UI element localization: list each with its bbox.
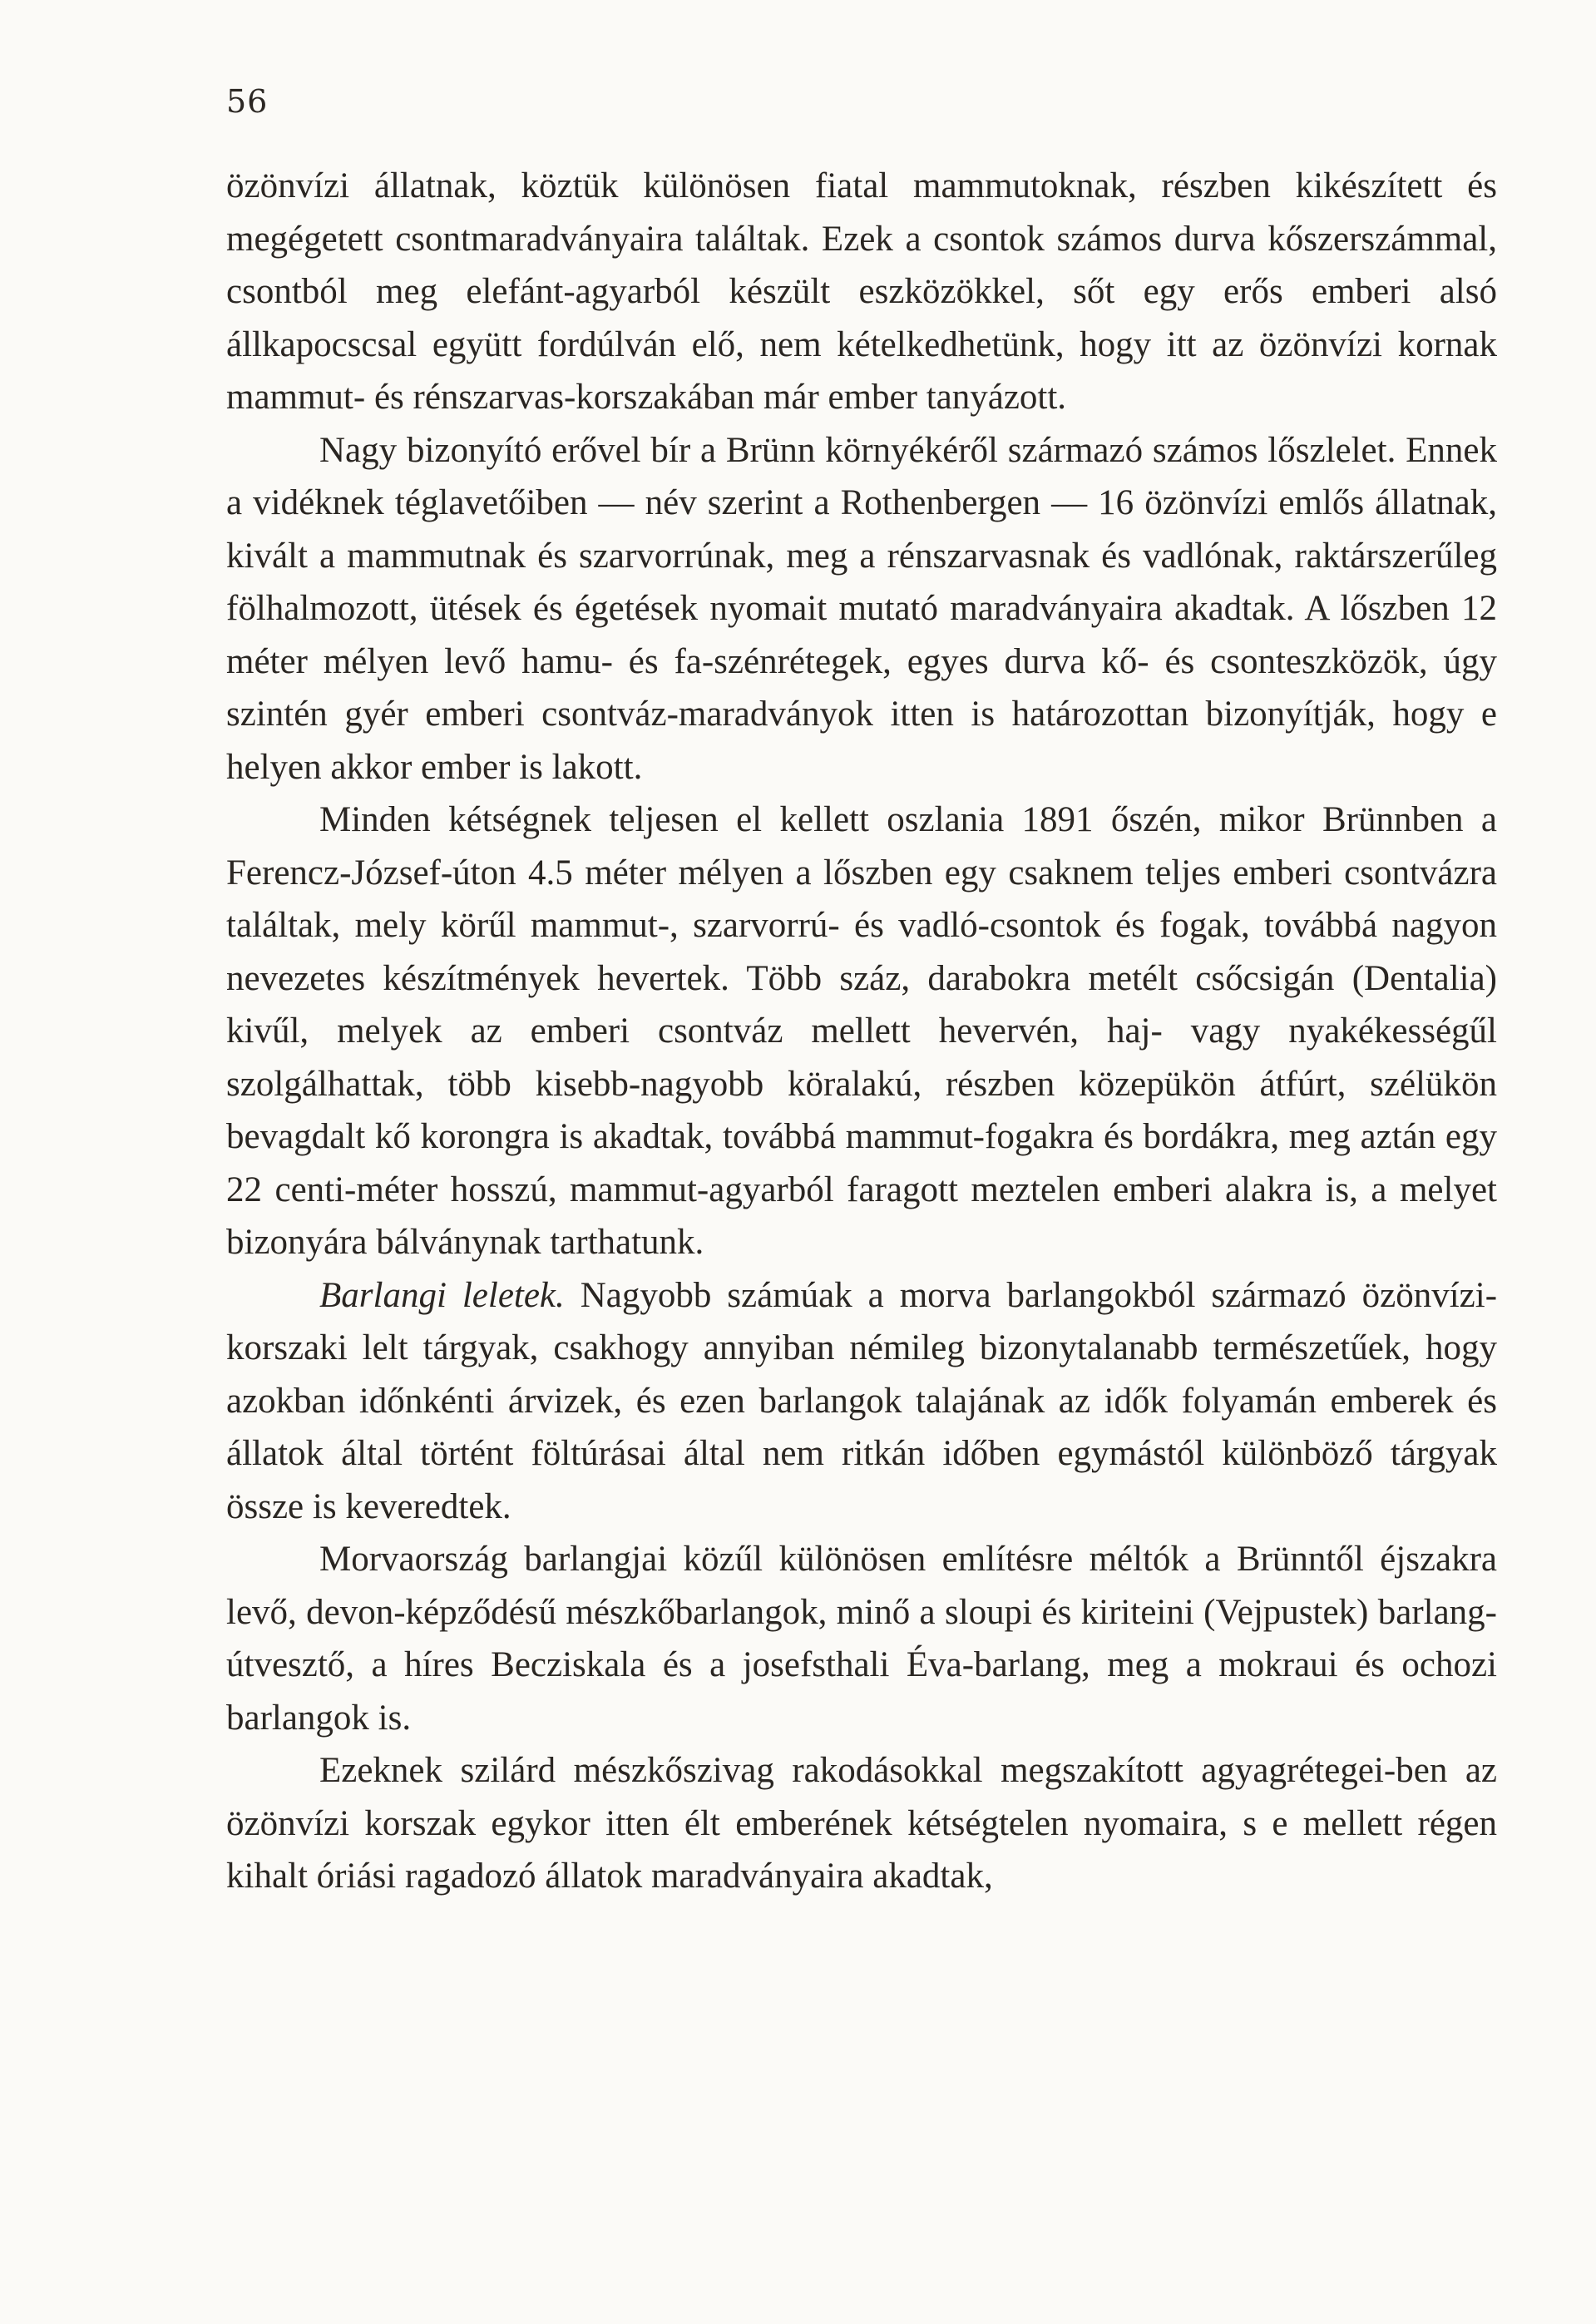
page-number: 56 (226, 83, 269, 120)
paragraph-2: Nagy bizonyító erővel bír a Brünn környékéről származó számos lőszlelet. Ennek a vidéknek téglavetőiben — név szerint a Rothenbergen — 16 özönvízi emlős állatnak, kivált a mammutnak és szarvorrúnak, meg a rénszarvasnak és vadlónak, raktárszerűleg fölhalmozott, ütések és égetések nyomait mutató maradványaira akadtak. A lőszben 12 méter mélyen levő hamu- és fa-szénrétegek, egyes durva kő- és csonteszközök, úgy szintén gyér emberi csontváz-maradványok itten is határozottan bizonyítják, hogy e helyen akkor ember is lakott. (226, 430, 1497, 787)
section-heading-barlangi-leletek: Barlangi leletek. (319, 1275, 565, 1315)
paragraph-6: Ezeknek szilárd mészkőszivag rakodásokkal megszakított agyagrétegei-ben az özönvízi korszak egykor itten élt emberének kétségtelen nyomaira, s e mellett régen kihalt óriási ragadozó állatok maradványaira akadtak, (226, 1751, 1497, 1896)
paragraph-3: Minden kétségnek teljesen el kellett oszlania 1891 őszén, mikor Brünnben a Ferencz-József-úton 4.5 méter mélyen a lőszben egy csaknem teljes emberi csontvázra találtak, mely körűl mammut-, szarvorrú- és vadló-csontok és fogak, továbbá nagyon nevezetes készítmények hevertek. Több száz, darabokra metélt csőcsigán (Dentalia) kivűl, melyek az emberi csontváz mellett hevervén, haj- vagy nyakékességűl szolgálhattak, több kisebb-nagyobb köralakú, részben közepükön átfúrt, szélükön bevagdalt kő korongra is akadtak, továbbá mammut-fogakra és bordákra, meg aztán egy 22 centi-méter hosszú, mammut-agyarból faragott meztelen emberi alakra is, a melyet bizonyára bálványnak tarthatunk. (226, 800, 1497, 1262)
paragraph-4 (226, 1269, 1497, 1534)
paragraph-5: Morvaország barlangjai közűl különösen említésre méltók a Brünntől éjszakra levő, devon-képződésű mészkőbarlangok, minő a sloupi és kiriteini (Vejpustek) barlang-útvesztő, a híres Becziskala és a josefsthali Éva-barlang, meg a mokraui és ochozi barlangok is. (226, 1540, 1497, 1738)
paragraph-1: özönvízi állatnak, köztük különösen fiatal mammutoknak, részben kikészített és megégetett csontmaradványaira találtak. Ezek a csontok számos durva kőszerszámmal, csontból meg elefánt-agyarból készült eszközökkel, sőt egy erős emberi alsó állkapocscsal együtt fordúlván elő, nem kételkedhetünk, hogy itt az özönvízi kornak mammut- és rénszarvas-korszakában már ember tanyázott. (226, 166, 1497, 417)
paragraph-4-text: Nagyobb számúak a morva barlangokból származó özönvízi-korszaki lelt tárgyak, csakhogy annyiban némileg bizonytalanabb természetűek, hogy azokban időnkénti árvizek, és ezen barlangok talajának az idők folyamán emberek és állatok által történt föltúrásai által nem ritkán időben egymástól különböző tárgyak össze is keveredtek. (226, 1275, 1498, 1526)
body-text (226, 160, 1497, 1903)
